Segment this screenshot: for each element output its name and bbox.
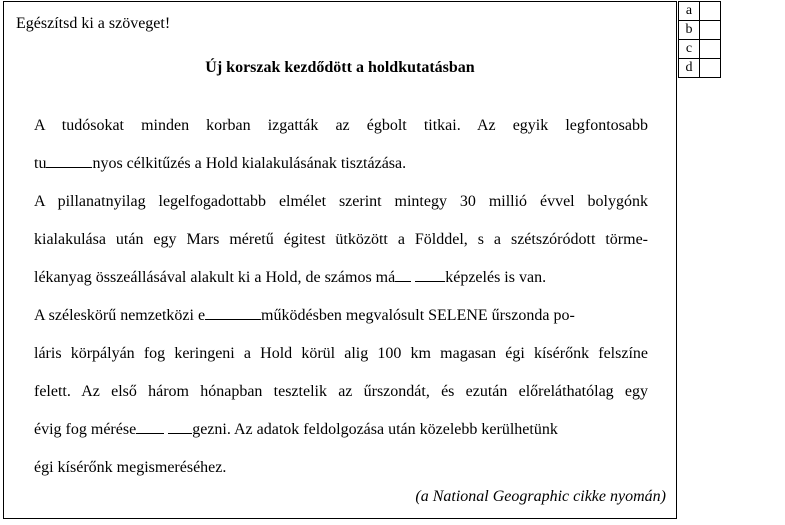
paragraph-3-line-4 bbox=[34, 411, 648, 449]
paragraph-3-line-2: láris körpályán fog keringeni a Hold körül alig 100 km magasan égi kísérőnk felszíne bbox=[34, 345, 648, 362]
paragraph-1 bbox=[34, 107, 648, 183]
article-title: Új korszak kezdődött a holdkutatásban bbox=[205, 59, 475, 76]
fill-in-blank-a[interactable] bbox=[46, 153, 92, 168]
paragraph-3-line-3: felett. Az első három hónapban tesztelik az űrszondát, és ezután előreláthatólag egy bbox=[34, 383, 648, 400]
paragraph-1-line-2 bbox=[34, 145, 648, 183]
answer-row-b bbox=[679, 21, 721, 40]
text-segment: tu bbox=[34, 155, 47, 172]
paragraph-2-line-2: kialakulása után egy Mars méretű égitest ütközött a Földdel, s a szétszóródott törme- bbox=[34, 231, 648, 248]
answer-box-b[interactable] bbox=[700, 21, 721, 40]
text-segment: működésben megvalósult SELENE űrszonda po- bbox=[261, 307, 575, 324]
answer-label-a: a bbox=[679, 2, 700, 21]
paragraph-2-line-3 bbox=[34, 259, 648, 297]
paragraph-3-line-5: égi kísérőnk megismeréséhez. bbox=[34, 459, 227, 476]
paragraph-1-line-1: A tudósokat minden korban izgatták az égbolt titkai. Az egyik legfontosabb bbox=[34, 117, 648, 134]
answer-box-d[interactable] bbox=[700, 59, 721, 78]
answer-box-c[interactable] bbox=[700, 40, 721, 59]
text-segment: lékanyag összeállásával alakult ki a Hold, de számos má bbox=[34, 269, 396, 286]
fill-in-blank-c[interactable] bbox=[205, 305, 261, 320]
paragraph-2 bbox=[34, 183, 648, 297]
text-segment: gezni. Az adatok feldolgozása után közelebb kerülhetünk bbox=[192, 421, 558, 438]
answer-grid bbox=[678, 1, 721, 78]
answer-box-a[interactable] bbox=[700, 2, 721, 21]
text-segment: A széleskörű nemzetközi e bbox=[34, 307, 206, 324]
answer-label-c: c bbox=[679, 40, 700, 59]
fill-in-blank-b-part2[interactable] bbox=[415, 267, 445, 282]
paragraph-3-line-1 bbox=[34, 297, 648, 335]
answer-label-b: b bbox=[679, 21, 700, 40]
answer-row-a bbox=[679, 2, 721, 21]
fill-in-blank-d-part1[interactable] bbox=[136, 419, 164, 434]
paragraph-3 bbox=[34, 297, 648, 487]
text-segment: évig fog mérése bbox=[34, 421, 137, 438]
instruction-text: Egészítsd ki a szöveget! bbox=[16, 15, 171, 32]
exercise-frame bbox=[3, 1, 677, 519]
source-citation: (a National Geographic cikke nyomán) bbox=[415, 488, 666, 505]
text-segment: nyos célkitűzés a Hold kialakulásának tisztázása. bbox=[92, 155, 407, 172]
fill-in-blank-b-part1[interactable] bbox=[395, 267, 411, 282]
fill-in-blank-d-part2[interactable] bbox=[168, 419, 192, 434]
answer-row-d bbox=[679, 59, 721, 78]
answer-row-c bbox=[679, 40, 721, 59]
paragraph-2-line-1: A pillanatnyilag legelfogadottabb elmélet szerint mintegy 30 millió évvel bolygónk bbox=[34, 193, 648, 210]
answer-label-d: d bbox=[679, 59, 700, 78]
text-segment: képzelés is van. bbox=[445, 269, 547, 286]
